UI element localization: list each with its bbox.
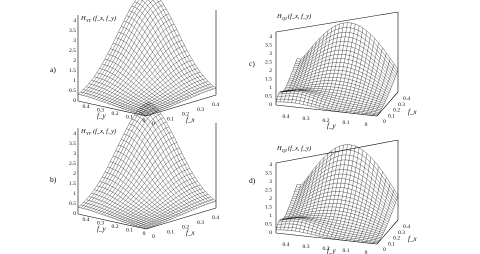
mesh-line: [280, 59, 301, 102]
mesh-line: [108, 54, 176, 104]
fx-tick-label: 0: [152, 234, 155, 240]
panel-a-fx-label: f_x: [186, 116, 195, 124]
z-tick-label: 0.5: [69, 201, 76, 207]
panel-b-frame: [78, 123, 216, 229]
z-tick-label: 3: [269, 51, 272, 57]
mesh-line: [81, 103, 151, 207]
panel-b-fy-label: f_y: [97, 225, 106, 233]
fy-tick-label: 0.4: [82, 217, 90, 223]
panel-c-label: c): [249, 59, 255, 68]
mesh-line: [115, 159, 185, 219]
panel-c-title-args: (f_x, f_y): [288, 13, 312, 20]
mesh-line: [315, 148, 336, 235]
fy-tick-label: 0.2: [322, 118, 330, 124]
panel-d-fx-ticks: [383, 224, 410, 253]
panel-b-title-args: (f_x, f_y): [93, 128, 117, 135]
z-tick-label: 2: [269, 196, 272, 202]
panel-d-fy-label: f_y: [327, 247, 336, 254]
fy-tick-label: 0.2: [111, 111, 119, 117]
fy-tick-label: 0.4: [282, 242, 290, 248]
mesh-line: [108, 167, 176, 217]
fy-tick-label: 0.3: [302, 116, 310, 122]
panel-a-title-sub: YY: [86, 18, 92, 23]
z-tick-label: 2: [73, 58, 76, 64]
panel-d-title: [276, 145, 311, 153]
mesh-line: [136, 79, 206, 113]
mesh-line: [140, 108, 208, 204]
fx-tick-label: 0.2: [182, 111, 189, 118]
mesh-line: [327, 145, 348, 238]
mesh-line: [100, 69, 168, 108]
fx-tick-label: 0.2: [393, 235, 400, 242]
z-tick-label: 1: [73, 78, 76, 84]
fx-tick-label: 0.3: [197, 106, 204, 113]
mesh-line: [115, 46, 185, 106]
z-tick-label: 1: [269, 213, 272, 219]
z-tick-label: 1.5: [265, 76, 272, 83]
z-tick-label: 0: [73, 211, 76, 217]
panel-a-label: a): [50, 65, 56, 74]
fx-tick-label: 0.4: [403, 224, 410, 230]
z-tick-label: 3.5: [265, 42, 272, 49]
z-tick-label: 1: [269, 85, 272, 91]
z-tick-label: 0.5: [265, 221, 272, 228]
z-tick-label: 0.5: [265, 93, 272, 100]
fy-tick-label: 0.2: [111, 224, 119, 230]
z-tick-label: 2.5: [265, 187, 272, 194]
z-tick-label: 2: [73, 171, 76, 177]
mesh-line: [132, 6, 200, 94]
fx-tick-label: 0.1: [167, 116, 174, 123]
mesh-line: [94, 190, 162, 223]
mesh-line: [109, 35, 179, 104]
panel-c-title-sub: QI: [282, 16, 287, 21]
fy-tick-label: 0: [142, 231, 146, 237]
mesh-line: [373, 64, 394, 116]
mesh-line: [307, 31, 328, 106]
mesh-line: [276, 59, 297, 102]
mesh-line: [299, 38, 320, 104]
mesh-line: [105, 59, 173, 105]
z-tick-label: 1: [73, 191, 76, 197]
z-tick-label: 3.5: [265, 170, 272, 177]
fx-tick-label: 0.4: [403, 96, 410, 102]
panel-b-title-main: H: [81, 128, 86, 135]
panel-a-frame: [78, 10, 216, 116]
z-tick-label: 4: [73, 18, 76, 24]
fx-tick-label: 0.3: [197, 219, 204, 226]
panel-a-title-args: (f_x, f_y): [93, 15, 117, 22]
z-tick-label: 2.5: [69, 161, 76, 167]
fx-tick-label: 0.3: [398, 101, 405, 108]
z-tick-label: 0: [269, 102, 272, 108]
panel-b-label: b): [50, 175, 57, 184]
panel-c-fy-ticks: [283, 114, 368, 128]
mesh-line: [100, 182, 168, 221]
fy-tick-label: 0.1: [342, 248, 350, 254]
panel-c-fy-label: f_y: [327, 122, 336, 130]
fy-tick-label: 0.1: [126, 227, 133, 234]
z-tick-label: 2.5: [69, 48, 76, 54]
panel-d-title-sub: QI: [282, 148, 287, 153]
panel-c-fx-ticks: [383, 96, 410, 125]
panel-d: [249, 140, 417, 254]
fy-tick-label: 0.3: [302, 244, 310, 250]
mesh-line: [319, 24, 340, 108]
z-tick-label: 1.5: [265, 204, 272, 211]
panel-b-z-ticks: [69, 131, 76, 217]
panel-c-frame: [276, 12, 398, 116]
panel-c-title: [276, 13, 311, 21]
mesh-line: [297, 145, 398, 196]
fx-tick-label: 0.3: [398, 229, 405, 236]
panel-c-mesh: [276, 23, 398, 116]
mesh-line: [89, 107, 159, 210]
panel-d-fy-ticks: [283, 242, 368, 254]
z-tick-label: 2.5: [265, 59, 272, 66]
z-tick-label: 3: [73, 38, 76, 44]
fx-tick-label: 0.2: [182, 224, 189, 231]
mesh-line: [148, 0, 216, 88]
mesh-line: [110, 49, 178, 103]
panel-c: [249, 12, 417, 130]
fy-tick-label: 0.3: [97, 107, 104, 114]
fx-tick-label: 0.4: [212, 102, 219, 108]
mesh-line: [281, 90, 382, 108]
fy-tick-label: 0.2: [322, 246, 330, 252]
panel-b-title-sub: YY: [86, 131, 92, 136]
panel-d-title-main: H: [277, 145, 282, 152]
mesh-line: [280, 185, 301, 230]
mesh-line: [94, 77, 162, 110]
mesh-line: [307, 154, 328, 234]
fx-tick-label: 0.4: [212, 215, 219, 221]
mesh-line: [136, 192, 206, 226]
panel-a-fy-label: f_y: [97, 112, 106, 120]
panel-b-mesh: [78, 103, 216, 229]
z-tick-label: 3: [269, 179, 272, 185]
z-tick-label: 0: [269, 230, 272, 236]
fx-tick-label: 0.1: [388, 113, 395, 120]
panel-d-label: d): [249, 176, 256, 185]
z-tick-label: 3.5: [69, 28, 76, 34]
fx-tick-label: 0: [152, 121, 155, 127]
panel-a-title-main: H: [81, 15, 86, 22]
z-tick-label: 0.5: [69, 88, 76, 94]
z-tick-label: 1.5: [69, 181, 76, 187]
fy-tick-label: 0.1: [126, 114, 133, 121]
fx-tick-label: 0: [383, 119, 386, 125]
panel-a: [50, 0, 219, 127]
mesh-line: [299, 161, 320, 232]
fx-tick-label: 0.1: [167, 229, 174, 236]
z-tick-label: 4: [73, 131, 76, 137]
fy-tick-label: 0.1: [342, 120, 350, 126]
z-tick-label: 3: [73, 151, 76, 157]
mesh-line: [135, 2, 203, 93]
fy-tick-label: 0: [142, 118, 146, 124]
z-tick-label: 0: [73, 98, 76, 104]
panel-c-fx-label: f_x: [408, 108, 417, 116]
z-tick-label: 2: [269, 68, 272, 74]
mesh-line: [276, 185, 297, 230]
panel-b-title: [80, 128, 116, 136]
mesh-line: [105, 172, 173, 218]
mesh-line: [135, 115, 203, 206]
fy-tick-label: 0.4: [282, 114, 290, 120]
panel-a-title: [80, 15, 116, 23]
panel-a-z-ticks: [69, 18, 76, 104]
z-tick-label: 1.5: [69, 68, 76, 74]
z-tick-label: 4: [269, 162, 272, 168]
fx-tick-label: 0.1: [388, 241, 395, 248]
z-tick-label: 3.5: [69, 141, 76, 147]
panel-d-z-ticks: [265, 162, 272, 236]
panel-d-fx-label: f_x: [408, 235, 417, 243]
mesh-line: [109, 148, 179, 217]
panel-c-z-ticks: [265, 34, 272, 108]
fy-tick-label: 0.3: [97, 220, 104, 227]
panel-b-fx-label: f_x: [186, 229, 195, 237]
fx-tick-label: 0.2: [393, 107, 400, 114]
panel-d-title-args: (f_x, f_y): [288, 145, 312, 152]
mesh-line: [132, 119, 200, 207]
fy-tick-label: 0.4: [82, 104, 90, 110]
z-tick-label: 4: [269, 34, 272, 40]
mesh-line: [373, 189, 394, 243]
panel-c-title-main: H: [277, 13, 282, 20]
fy-tick-label: 0: [364, 250, 368, 254]
mesh-line: [110, 162, 178, 216]
fy-tick-label: 0: [364, 122, 368, 128]
fx-tick-label: 0: [383, 247, 386, 253]
